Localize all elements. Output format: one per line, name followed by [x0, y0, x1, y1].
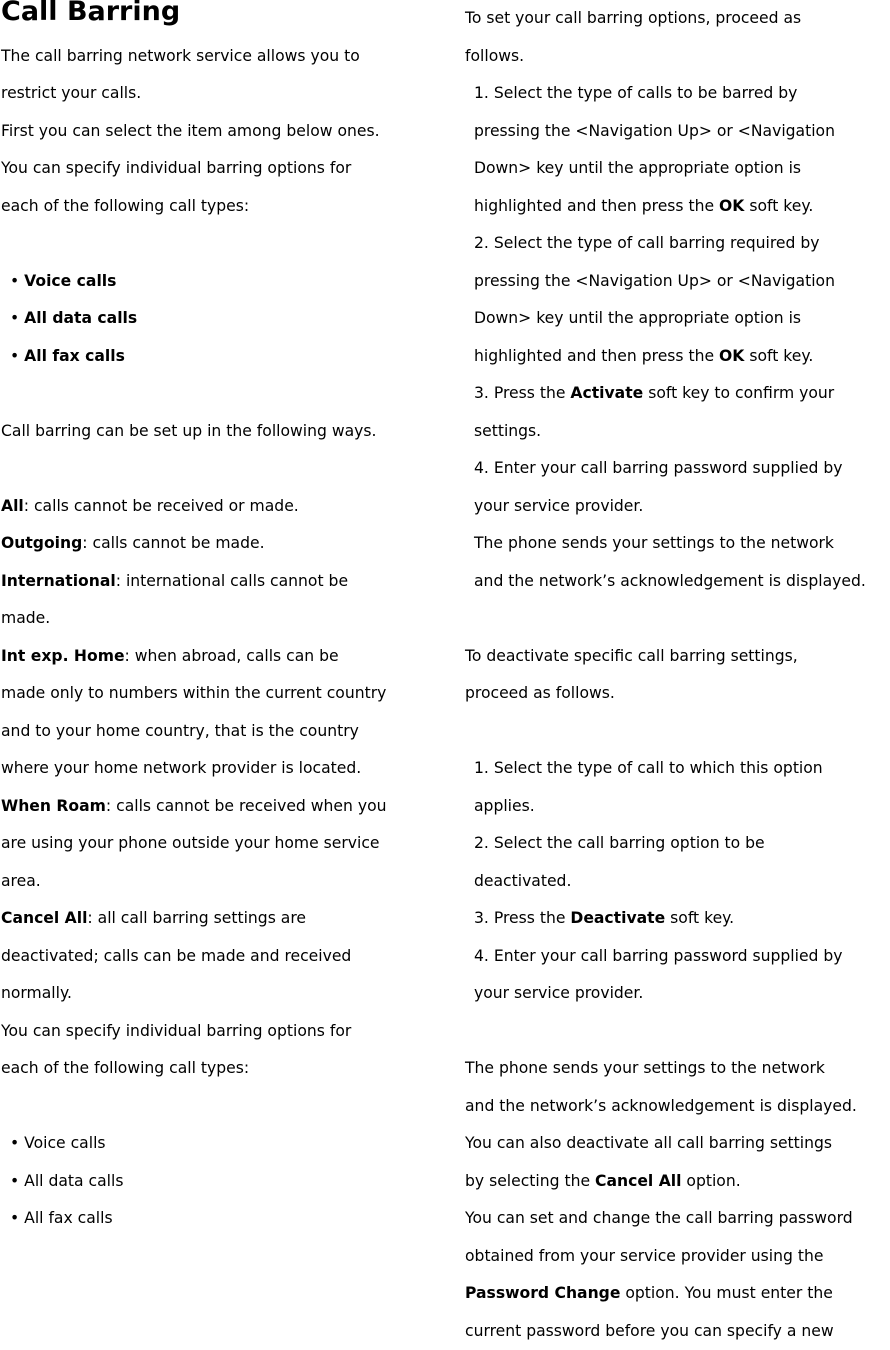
- paragraph-line: normally.: [1, 975, 441, 1013]
- bullet-icon: •: [10, 1209, 24, 1227]
- paragraph-line: are using your phone outside your home service: [1, 825, 441, 863]
- step-line: Down> key until the appropriate option is: [465, 300, 890, 338]
- step-line: 2. Select the type of call barring required by: [465, 225, 890, 263]
- step-line: highlighted and then press the OK soft key.: [465, 188, 890, 226]
- right-column: [465, 0, 890, 1350]
- paragraph-line: and the network’s acknowledgement is displayed.: [465, 1088, 890, 1126]
- bullet-icon: •: [10, 347, 24, 365]
- bullet-icon: •: [10, 1172, 24, 1190]
- step-line: Down> key until the appropriate option is: [465, 150, 890, 188]
- paragraph-line: each of the following call types:: [1, 188, 441, 226]
- step-line: 2. Select the call barring option to be: [465, 825, 890, 863]
- option-outgoing: Outgoing: calls cannot be made.: [1, 525, 441, 563]
- step-line: your service provider.: [465, 488, 890, 526]
- paragraph-line: You can specify individual barring options for: [1, 1013, 441, 1051]
- step-line: settings.: [465, 413, 890, 451]
- paragraph-line: made only to numbers within the current country: [1, 675, 441, 713]
- paragraph-line: To set your call barring options, proceed as: [465, 0, 890, 38]
- list-item: • All fax calls: [1, 1200, 441, 1238]
- option-int-exp-home: Int exp. Home: when abroad, calls can be: [1, 638, 441, 676]
- paragraph-line: area.: [1, 863, 441, 901]
- bullet-icon: •: [10, 309, 24, 327]
- step-line: The phone sends your settings to the network: [465, 525, 890, 563]
- paragraph-line: by selecting the Cancel All option.: [465, 1163, 890, 1201]
- step-line: 4. Enter your call barring password supplied by: [465, 938, 890, 976]
- paragraph-line: The call barring network service allows you to: [1, 38, 441, 76]
- paragraph-line: follows.: [465, 38, 890, 76]
- paragraph-line: You can also deactivate all call barring settings: [465, 1125, 890, 1163]
- paragraph-line: deactivated; calls can be made and received: [1, 938, 441, 976]
- paragraph-line: where your home network provider is located.: [1, 750, 441, 788]
- paragraph-line: proceed as follows.: [465, 675, 890, 713]
- left-column: [1, 0, 441, 1238]
- option-cancel-all: Cancel All: all call barring settings are: [1, 900, 441, 938]
- paragraph-line: The phone sends your settings to the network: [465, 1050, 890, 1088]
- paragraph-line: made.: [1, 600, 441, 638]
- paragraph-line: To deactivate specific call barring settings,: [465, 638, 890, 676]
- step-line: 3. Press the Deactivate soft key.: [465, 900, 890, 938]
- paragraph-line: First you can select the item among below ones.: [1, 113, 441, 151]
- option-international: International: international calls cannot be: [1, 563, 441, 601]
- option-all: All: calls cannot be received or made.: [1, 488, 441, 526]
- step-line: pressing the <Navigation Up> or <Navigation: [465, 263, 890, 301]
- list-item: • Voice calls: [1, 263, 441, 301]
- paragraph-line: Password Change option. You must enter the: [465, 1275, 890, 1313]
- step-line: 4. Enter your call barring password supplied by: [465, 450, 890, 488]
- paragraph-line: current password before you can specify a new: [465, 1313, 890, 1350]
- step-line: your service provider.: [465, 975, 890, 1013]
- list-item: • Voice calls: [1, 1125, 441, 1163]
- bullet-icon: •: [10, 272, 24, 290]
- paragraph-line: obtained from your service provider using the: [465, 1238, 890, 1276]
- paragraph-line: You can set and change the call barring password: [465, 1200, 890, 1238]
- list-item: • All fax calls: [1, 338, 441, 376]
- step-line: 1. Select the type of calls to be barred by: [465, 75, 890, 113]
- step-line: 1. Select the type of call to which this option: [465, 750, 890, 788]
- paragraph-line: restrict your calls.: [1, 75, 441, 113]
- paragraph-line: and to your home country, that is the country: [1, 713, 441, 751]
- step-line: 3. Press the Activate soft key to confirm your: [465, 375, 890, 413]
- paragraph-line: You can specify individual barring options for: [1, 150, 441, 188]
- paragraph-line: Call barring can be set up in the following ways.: [1, 413, 441, 451]
- page-title: Call Barring: [1, 0, 180, 30]
- paragraph-line: each of the following call types:: [1, 1050, 441, 1088]
- step-line: pressing the <Navigation Up> or <Navigation: [465, 113, 890, 151]
- step-line: applies.: [465, 788, 890, 826]
- list-item: • All data calls: [1, 300, 441, 338]
- step-line: highlighted and then press the OK soft key.: [465, 338, 890, 376]
- list-item: • All data calls: [1, 1163, 441, 1201]
- option-when-roam: When Roam: calls cannot be received when you: [1, 788, 441, 826]
- step-line: and the network’s acknowledgement is displayed.: [465, 563, 890, 601]
- bullet-icon: •: [10, 1134, 24, 1152]
- step-line: deactivated.: [465, 863, 890, 901]
